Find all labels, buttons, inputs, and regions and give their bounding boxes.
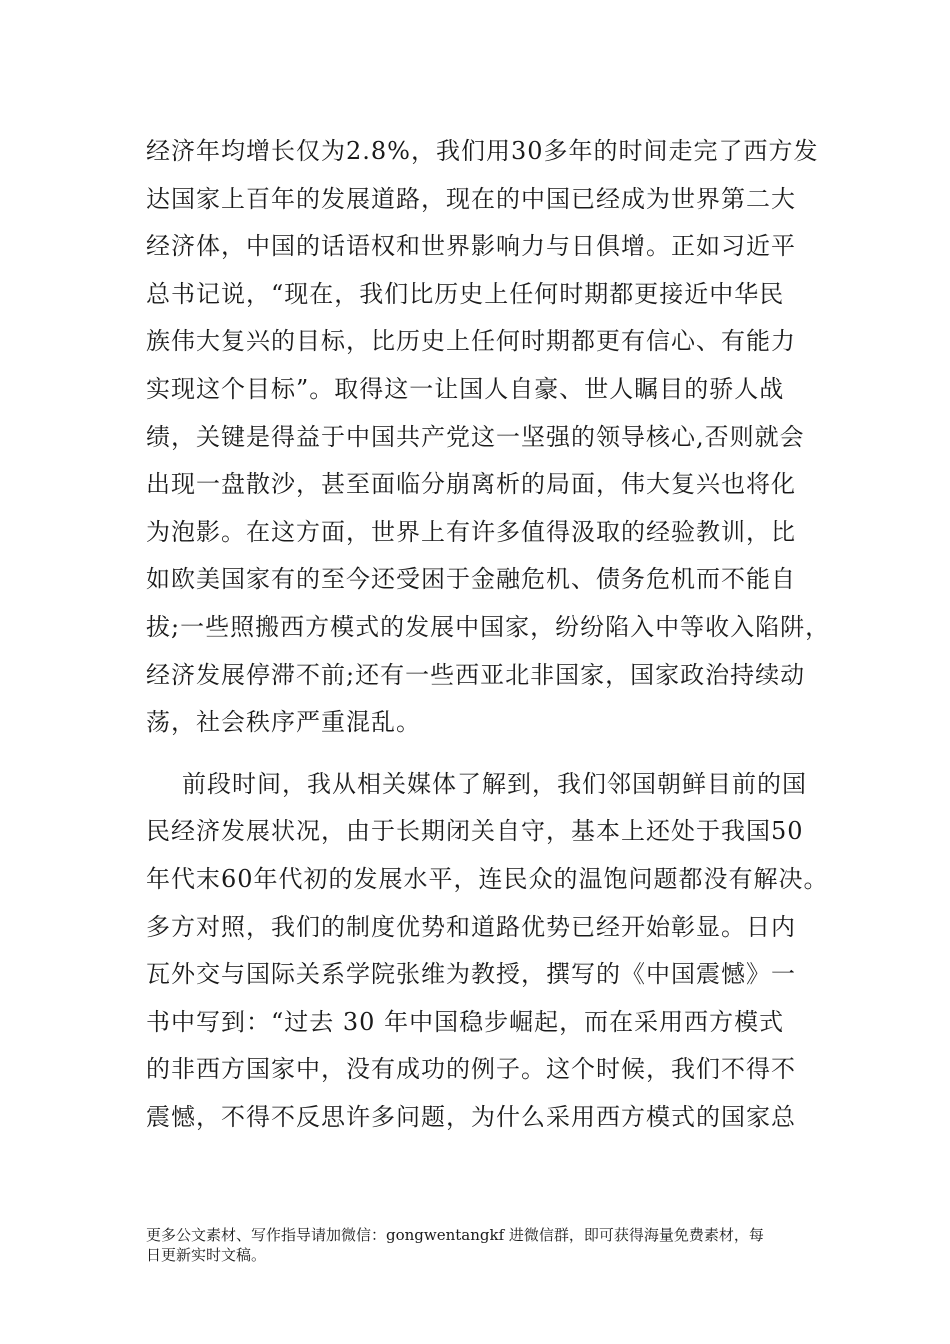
- text-line: 瓦外交与国际关系学院张维为教授，撰写的《中国震憾》一: [146, 960, 796, 989]
- paragraph-spacer: [146, 747, 816, 761]
- text-line: 实现这个目标”。取得这一让国人自豪、世人瞩目的骄人战: [146, 374, 785, 403]
- paragraph-2: [146, 761, 829, 1142]
- text-line: 经济年均增长仅为2.8%，我们用30多年的时间走完了西方发: [146, 137, 819, 165]
- text-line: 为泡影。在这方面，世界上有许多值得汲取的经验教训，比: [146, 517, 796, 546]
- text-line: 震憾，不得不反思许多问题，为什么采用西方模式的国家总: [146, 1102, 796, 1131]
- page-footer: [146, 1225, 816, 1265]
- text-line: 出现一盘散沙，甚至面临分崩离析的局面，伟大复兴也将化: [146, 470, 796, 499]
- text-line: 荡，社会秩序严重混乱。: [146, 708, 421, 737]
- footer-line: 更多公文素材、写作指导请加微信：gongwentangkf 进微信群，即可获得海量免费素材，每: [146, 1226, 764, 1244]
- text-line: 经济体，中国的话语权和世界影响力与日俱增。正如习近平: [146, 232, 796, 261]
- text-line: 民经济发展状况，由于长期闭关自守，基本上还处于我国50: [146, 817, 804, 846]
- text-line: 达国家上百年的发展道路，现在的中国已经成为世界第二大: [146, 184, 796, 213]
- text-line: 书中写到：“过去 30 年中国稳步崛起，而在采用西方模式: [146, 1007, 785, 1036]
- document-body: [146, 128, 831, 1141]
- text-line: 绩，关键是得益于中国共产党这一坚强的领导核心,否则就会: [146, 422, 805, 451]
- text-line: 如欧美国家有的至今还受困于金融危机、债务危机而不能自: [146, 565, 796, 594]
- text-line: 族伟大复兴的目标，比历史上任何时期都更有信心、有能力: [146, 327, 796, 356]
- text-line: 前段时间，我从相关媒体了解到，我们邻国朝鲜目前的国: [182, 769, 807, 798]
- text-line: 拔;一些照搬西方模式的发展中国家，纷纷陷入中等收入陷阱，: [146, 612, 831, 641]
- text-line: 的非西方国家中，没有成功的例子。这个时候，我们不得不: [146, 1055, 796, 1084]
- text-line: 年代末60年代初的发展水平，连民众的温饱问题都没有解决。: [146, 864, 829, 893]
- text-line: 经济发展停滞不前;还有一些西亚北非国家，国家政治持续动: [146, 660, 806, 689]
- paragraph-1: [146, 128, 831, 747]
- footer-line: 日更新实时文稿。: [146, 1246, 267, 1264]
- text-line: 多方对照，我们的制度优势和道路优势已经开始彰显。日内: [146, 912, 796, 941]
- text-line: 总书记说，“现在，我们比历史上任何时期都更接近中华民: [146, 279, 785, 308]
